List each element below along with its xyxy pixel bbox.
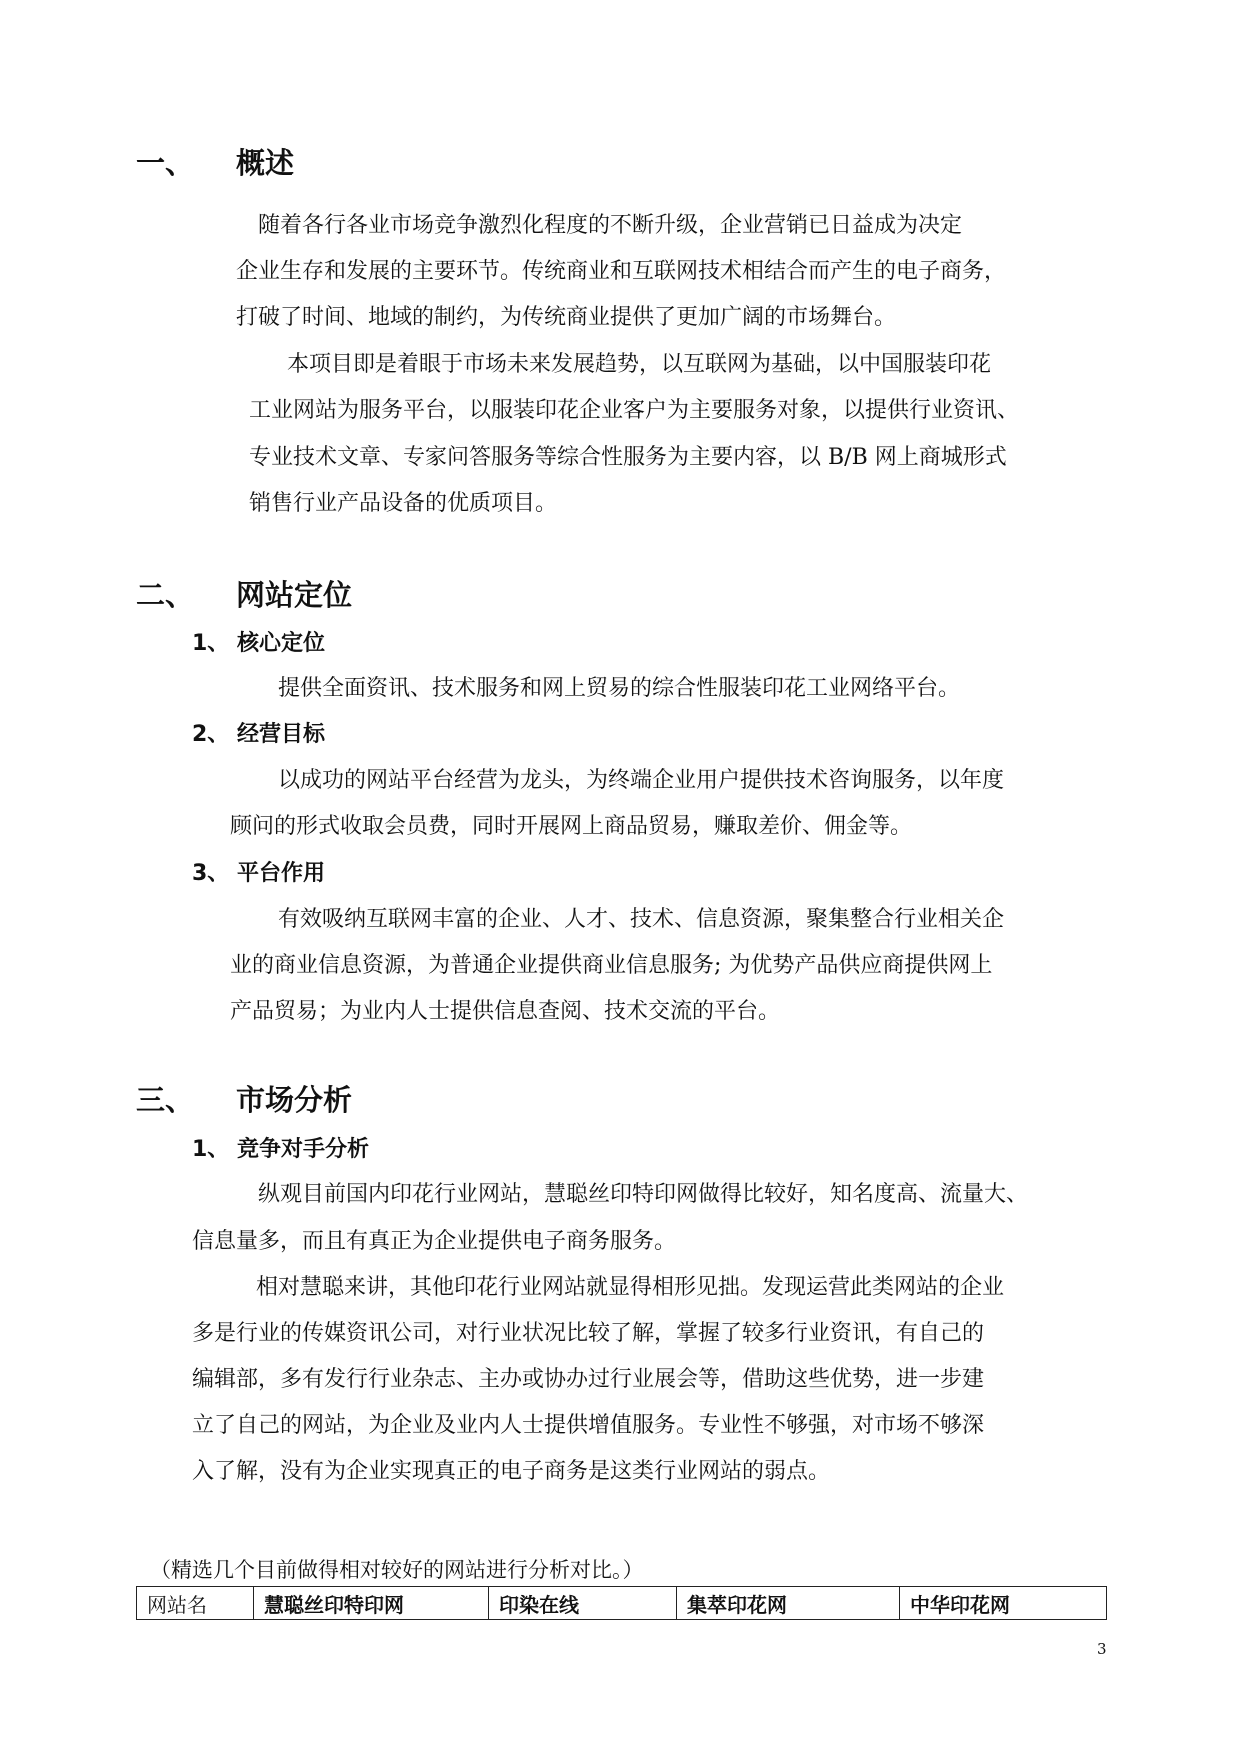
site-cell: 印染在线 (489, 1587, 677, 1620)
overview-para1-line2: 企业生存和发展的主要环节。传统商业和互联网技术相结合而产生的电子商务， (236, 259, 1007, 284)
comparison-note: （精选几个目前做得相对较好的网站进行分析对比。） (150, 1558, 644, 1582)
positioning-sub3-line3: 产品贸易；为业内人士提供信息查阅、技术交流的平台。 (230, 999, 781, 1024)
positioning-sub3-line1: 有效吸纳互联网丰富的企业、人才、技术、信息资源，聚集整合行业相关企 (278, 907, 1005, 932)
positioning-sub3-title: 3、 平台作用 (192, 861, 325, 886)
positioning-sub3-line2: 业的商业信息资源，为普通企业提供商业信息服务; 为优势产品供应商提供网上 (230, 953, 993, 978)
section-3-title: 市场分析 (236, 1083, 353, 1117)
site-cell: 中华印花网 (900, 1587, 1107, 1620)
overview-para1-line3: 打破了时间、地域的制约，为传统商业提供了更加广阔的市场舞台。 (236, 305, 897, 330)
market-para2-line5: 入了解，没有为企业实现真正的电子商务是这类行业网站的弱点。 (192, 1459, 831, 1484)
table-row (137, 1587, 1107, 1620)
overview-para2-line4: 销售行业产品设备的优质项目。 (249, 491, 558, 516)
site-cell: 集萃印花网 (677, 1587, 900, 1620)
overview-para2-line3: 专业技术文章、专家问答服务等综合性服务为主要内容，以 B/B 网上商城形式 (249, 445, 1007, 470)
positioning-sub2-line2: 顾问的形式收取会员费，同时开展网上商品贸易，赚取差价、佣金等。 (230, 814, 913, 839)
market-para1-line1: 纵观目前国内印花行业网站，慧聪丝印特印网做得比较好，知名度高、流量大、 (258, 1182, 1029, 1207)
market-para2-line1: 相对慧聪来讲，其他印花行业网站就显得相形见拙。发现运营此类网站的企业 (256, 1275, 1005, 1300)
overview-para1-line1: 随着各行各业市场竞争激烈化程度的不断升级，企业营销已日益成为决定 (258, 213, 963, 238)
positioning-sub2-title: 2、 经营目标 (192, 722, 325, 747)
market-sub1-title: 1、 竞争对手分析 (192, 1137, 369, 1162)
page-number: 3 (1097, 1640, 1107, 1658)
market-para2-line4: 立了自己的网站，为企业及业内人士提供增值服务。专业性不够强，对市场不够深 (192, 1413, 985, 1438)
positioning-sub1-line1: 提供全面资讯、技术服务和网上贸易的综合性服装印花工业网络平台。 (278, 676, 961, 701)
table-header-cell: 网站名 (137, 1587, 254, 1620)
site-cell: 慧聪丝印特印网 (254, 1587, 489, 1620)
section-2-title: 网站定位 (236, 578, 353, 612)
positioning-sub2-line1: 以成功的网站平台经营为龙头，为终端企业用户提供技术咨询服务，以年度 (278, 768, 1005, 793)
section-1-title: 概述 (236, 146, 295, 180)
overview-para2-line1: 本项目即是着眼于市场未来发展趋势，以互联网为基础，以中国服装印花 (287, 352, 992, 377)
site-comparison-table (136, 1586, 1107, 1620)
section-2-number: 二、 (136, 578, 195, 612)
positioning-sub1-title: 1、 核心定位 (192, 631, 325, 656)
market-para1-line2: 信息量多，而且有真正为企业提供电子商务服务。 (192, 1229, 677, 1254)
section-1-number: 一、 (136, 146, 195, 180)
section-3-number: 三、 (136, 1083, 195, 1117)
market-para2-line2: 多是行业的传媒资讯公司，对行业状况比较了解，掌握了较多行业资讯，有自己的 (192, 1321, 985, 1346)
overview-para2-line2: 工业网站为服务平台，以服装印花企业客户为主要服务对象，以提供行业资讯、 (249, 398, 1020, 423)
market-para2-line3: 编辑部，多有发行行业杂志、主办或协办过行业展会等，借助这些优势，进一步建 (192, 1367, 985, 1392)
